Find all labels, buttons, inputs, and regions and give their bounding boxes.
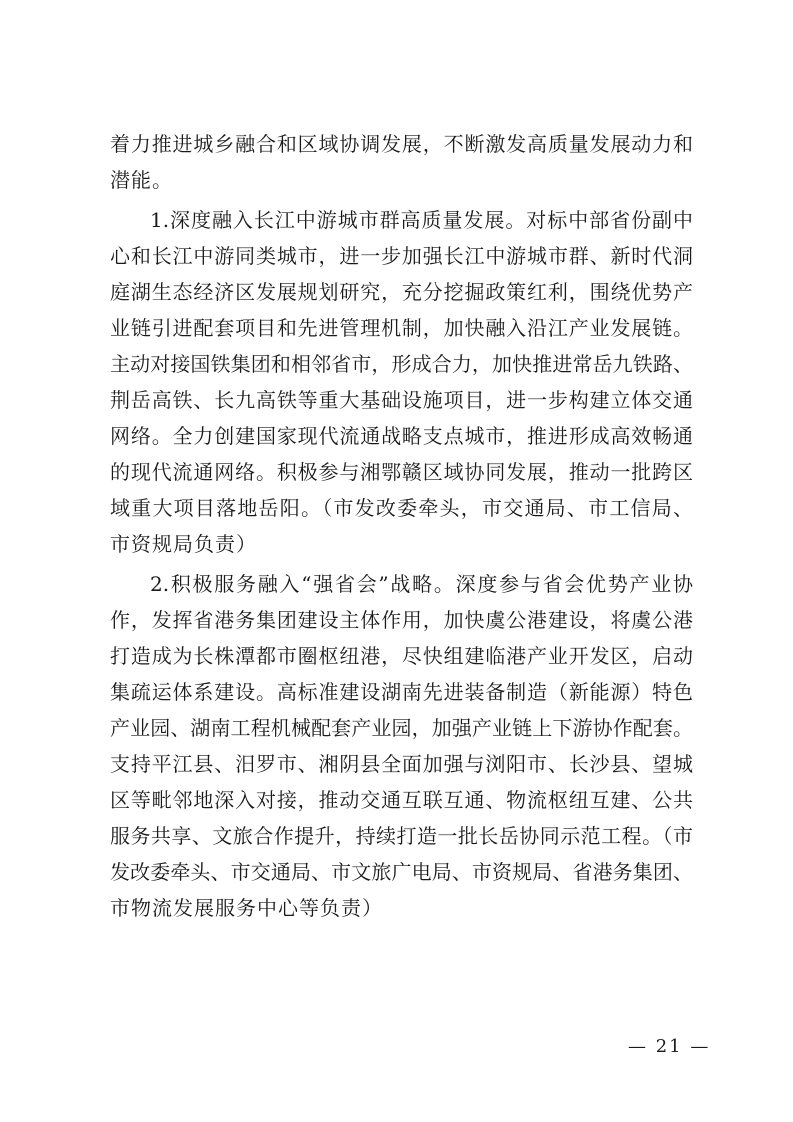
- text-line: 业链引进配套项目和先进管理机制，加快融入沿江产业发展链。: [110, 316, 693, 340]
- text-line: 荆岳高铁、长九高铁等重大基础设施项目，进一步构建立体交通: [110, 388, 693, 412]
- text-line: 集疏运体系建设。高标准建设湖南先进装备制造（新能源）特色: [110, 680, 693, 704]
- text-line: 1.深度融入长江中游城市群高质量发展。对标中部省份副中: [150, 208, 693, 232]
- text-line: 主动对接国铁集团和相邻省市，形成合力，加快推进常岳九铁路、: [110, 352, 693, 376]
- page-number: — 21 —: [628, 1036, 711, 1057]
- text-line: 支持平江县、汨罗市、湘阴县全面加强与浏阳市、长沙县、望城: [110, 752, 693, 776]
- text-line: 区等毗邻地深入对接，推动交通互联互通、物流枢纽互建、公共: [110, 788, 693, 812]
- text-line: 服务共享、文旅合作提升，持续打造一批长岳协同示范工程。（市: [110, 824, 693, 848]
- text-line: 庭湖生态经济区发展规划研究，充分挖掘政策红利，围绕优势产: [110, 280, 693, 304]
- body-text: [110, 126, 693, 926]
- text-line: 的现代流通网络。积极参与湘鄂赣区域协同发展，推动一批跨区: [110, 460, 693, 484]
- text-line: 作，发挥省港务集团建设主体作用，加快虞公港建设，将虞公港: [110, 608, 693, 632]
- text-line: 打造成为长株潭都市圈枢纽港，尽快组建临港产业开发区，启动: [110, 644, 693, 668]
- text-line: 产业园、湖南工程机械配套产业园，加强产业链上下游协作配套。: [110, 716, 693, 740]
- text-line: 心和长江中游同类城市，进一步加强长江中游城市群、新时代洞: [110, 244, 693, 268]
- text-line: 域重大项目落地岳阳。（市发改委牵头，市交通局、市工信局、: [110, 496, 693, 520]
- paragraph-item-2: [110, 566, 693, 926]
- text-line: 市资规局负责）: [110, 532, 257, 556]
- paragraph-item-1: [110, 202, 693, 562]
- text-line: 潜能。: [110, 168, 173, 192]
- text-line: 2.积极服务融入“强省会”战略。深度参与省会优势产业协: [150, 572, 693, 596]
- text-line: 发改委牵头、市交通局、市文旅广电局、市资规局、省港务集团、: [110, 860, 693, 884]
- text-line: 着力推进城乡融合和区域协调发展，不断激发高质量发展动力和: [110, 132, 693, 156]
- paragraph-intro-continued: [110, 126, 693, 198]
- text-line: 市物流发展服务中心等负责）: [110, 896, 383, 920]
- text-line: 网络。全力创建国家现代流通战略支点城市，推进形成高效畅通: [110, 424, 693, 448]
